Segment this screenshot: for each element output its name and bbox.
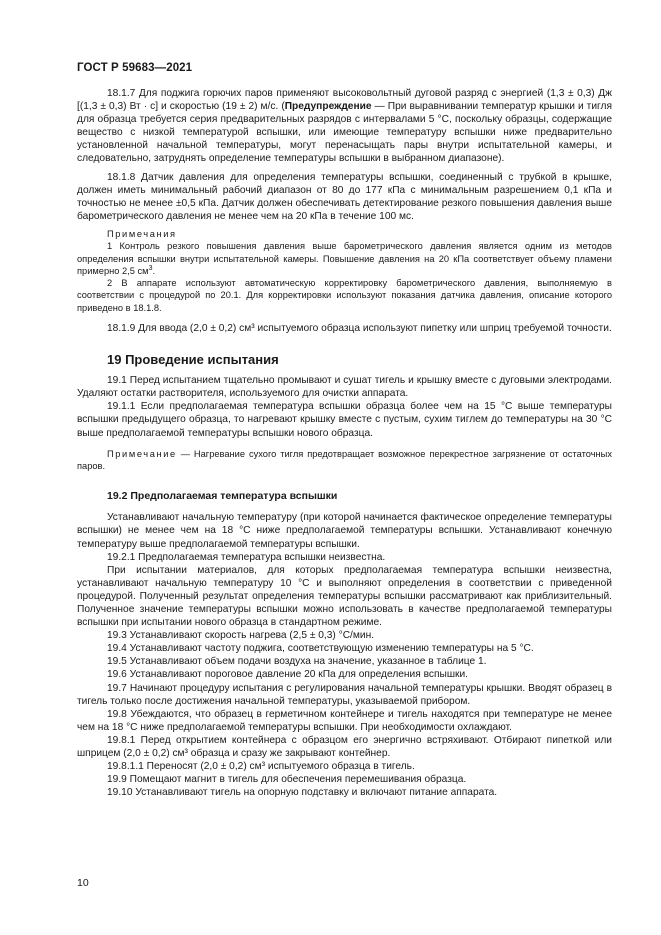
subsection-19-2-title: 19.2 Предполагаемая температура вспышки [107, 490, 338, 503]
paragraph-19-6: 19.6 Устанавливают пороговое давление 20 кПа для определения вспышки. [107, 669, 468, 681]
paragraph-19-8-1-1: 19.8.1.1 Переносят (2,0 ± 0,2) см³ испытуемого образца в тигель. [107, 761, 415, 773]
paragraph-19-1: 19.1 Перед испытанием тщательно промывают и сушат тигель и крышку вместе с дуговыми электродами. Удаляют остатки растворителя, используемого для очистки аппарата. [77, 375, 612, 400]
paragraph-19-5: 19.5 Устанавливают объем подачи воздуха на значение, указанное в таблице 1. [107, 656, 487, 668]
notes-block [77, 228, 612, 314]
paragraph-19-9: 19.9 Помещают магнит в тигель для обеспечения перемешивания образца. [107, 774, 467, 786]
note-label: Примечание [107, 448, 177, 459]
section-19-title: 19 Проведение испытания [107, 352, 279, 368]
paragraph-18-1-9: 18.1.9 Для ввода (2,0 ± 0,2) см³ испытуемого образца используют пипетку или шприц требуемой точности. [107, 323, 612, 335]
paragraph-19-2: Устанавливают начальную температуру (при которой начинается фактическое определение температуры вспышки) не менее чем на 18 °С ниже предполагаемой температуры вспышки. Устанавливают конечную температуру выше предполагаемой температуры вспышки. [77, 512, 612, 550]
paragraph-19-2-1-body: При испытании материалов, для которых предполагаемая температура вспышки неизвестна, устанавливают начальную температуру 10 °С и выполняют определения в соответствии с приведенной процедурой. Полученный результат определения температуры вспышки рассматривают как приблизительный. Полученное значение температуры вспышки можно использовать в качестве предполагаемой температуры вспышки при испытании нового образца в стандартном режиме. [77, 564, 612, 629]
paragraph-19-10: 19.10 Устанавливают тигель на опорную подставку и включают питание аппарата. [107, 787, 498, 799]
warning-label: Предупреждение [284, 101, 372, 113]
paragraph-19-3: 19.3 Устанавливают скорость нагрева (2,5 ± 0,3) °С/мин. [107, 630, 375, 642]
note-1: 1 Контроль резкого повышения давления выше барометрического давления является одним из методов определения вспышки внутри испытательной камеры. Повышение давления на 20 кПа соответствует объему пламени примерно 2,5 $см^3$. [77, 241, 612, 276]
paragraph-19-7: 19.7 Начинают процедуру испытания с регулирования начальной температуры крышки. Вводят образец в тигель только после достижения начальной температуры, указываемой прибором. [77, 682, 612, 707]
paragraph-18-1-7: 18.1.7 Для поджига горючих паров применяют высоковольтный дуговой разряд с энергией (1,3 ± 0,3) Дж [(1,3 ± 0,3) Вт · с] и скоростью (19 ± 2) м/с. (Предупреждение — При выравнивании температур крышки и тигля для образца требуется серия предварительных разрядов с интервалами 5 °С, поскольку образцы, содержащие вещество с низкой температурой вспышки, или имеющие температуру вспышки ниже предварительно установленной начальной температуры, могут перенасыщать пары внутри испытательной камеры, и следовательно, затруднять определение температуры вспышки в выбранном диапазоне). [77, 88, 612, 165]
paragraph-19-4: 19.4 Устанавливают частоту поджига, соответствующую изменению температуры на 5 °С. [107, 643, 534, 655]
notes-title: Примечания [107, 228, 177, 239]
paragraph-19-1-1: 19.1.1 Если предполагаемая температура вспышки образца более чем на 15 °С выше температуры вспышки предыдущего образца, то нагревают крышку вместе с пустым, сухим тиглем до температуры на 30 °С выше предполагаемой температуры вспышки нового образца. [77, 401, 612, 439]
paragraph-19-2-1: 19.2.1 Предполагаемая температура вспышки неизвестна. [107, 551, 386, 563]
page-number: 10 [77, 877, 89, 889]
note-2: 2 В аппарате используют автоматическую корректировку барометрического давления, выполняемую в соответствии с процедурой по 20.1. Для корректировки используют показания датчика давления, описание которого приведено в 18.1.8. [77, 278, 612, 313]
paragraph-19-8-1: 19.8.1 Перед открытием контейнера с образцом его энергично встряхивают. Отбирают пипеткой или шприцем (2,0 ± 0,2) см³ образца и сразу же закрывают контейнер. [77, 734, 612, 760]
document-header: ГОСТ Р 59683—2021 [77, 62, 193, 74]
paragraph-19-8: 19.8 Убеждаются, что образец в герметичном контейнере и тигель находятся при температуре не менее чем на 18 °С ниже предполагаемой температуры вспышки. При необходимости охлаждают. [77, 708, 612, 733]
note-19-1-1: Примечание — Нагревание сухого тигля предотвращает возможное перекрестное загрязнение от остаточных паров. [77, 448, 612, 471]
paragraph-18-1-8: 18.1.8 Датчик давления для определения температуры вспышки, соединенный с трубкой в крышке, должен иметь минимальный рабочий диапазон от 80 до 177 кПа с минимальным разрешением 0,1 кПа и точностью не менее ±0,5 кПа. Датчик должен обеспечивать детектирование резкого повышения давления выше барометрического давления не менее чем на 20 кПа в течение 100 мс. [77, 171, 612, 222]
page-content [77, 87, 612, 799]
